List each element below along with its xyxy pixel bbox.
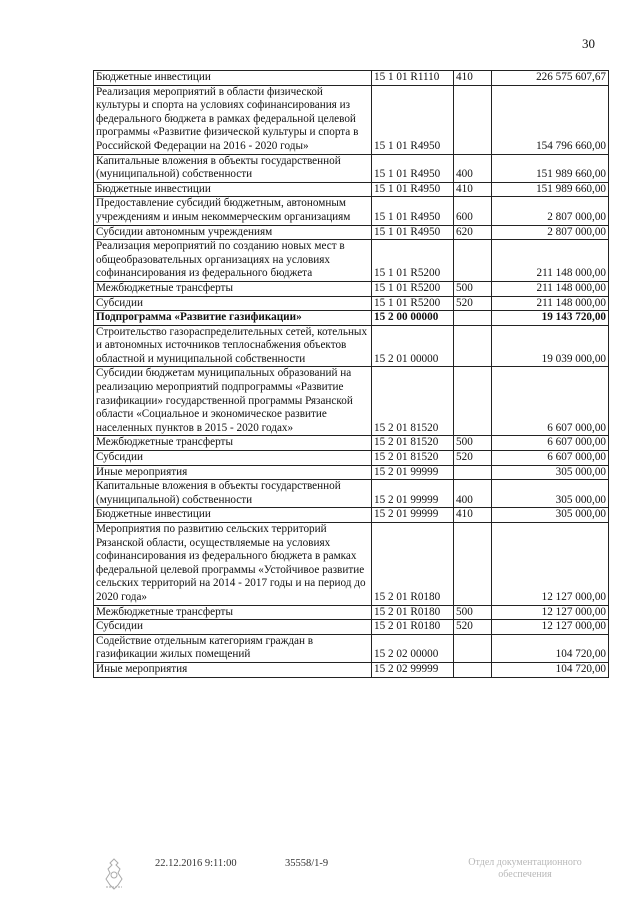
row-amount: 211 148 000,00 (492, 296, 609, 311)
row-name: Подпрограмма «Развитие газификации» (94, 311, 372, 326)
row-code: 15 2 01 R0180 (372, 605, 454, 620)
table-row (94, 296, 609, 311)
table-row (94, 436, 609, 451)
table-row (94, 197, 609, 225)
row-code: 15 2 01 00000 (372, 325, 454, 367)
row-name: Субсидии (94, 451, 372, 466)
row-amount: 104 720,00 (492, 662, 609, 677)
row-name: Реализация мероприятий в области физической культуры и спорта на условиях софинансирования из федерального бюджета в рамках федеральной целевой программы «Развитие физической культуры и спорта в Российской Федерации на 2016 - 2020 годы» (94, 85, 372, 154)
footer-doc-number: 35558/1-9 (285, 858, 329, 869)
row-expense-type (454, 367, 492, 436)
row-code: 15 2 02 99999 (372, 662, 454, 677)
row-amount: 2 807 000,00 (492, 197, 609, 225)
table-row (94, 605, 609, 620)
page-number: 30 (582, 36, 595, 51)
row-code: 15 2 01 99999 (372, 508, 454, 523)
row-amount: 305 000,00 (492, 480, 609, 508)
row-expense-type: 500 (454, 436, 492, 451)
row-expense-type: 520 (454, 296, 492, 311)
row-name: Субсидии автономным учреждениям (94, 225, 372, 240)
table-row (94, 465, 609, 480)
row-name: Субсидии бюджетам муниципальных образований на реализацию мероприятий подпрограммы «Развитие газификации» государственной программы Рязанской области «Социальное и экономическое развитие населенных пунктов в 2015 - 2020 годах» (94, 367, 372, 436)
row-name: Предоставление субсидий бюджетным, автономным учреждениям и иным некоммерческим организациям (94, 197, 372, 225)
row-name: Капитальные вложения в объекты государственной (муниципальной) собственности (94, 154, 372, 182)
row-expense-type: 620 (454, 225, 492, 240)
row-code: 15 2 01 81520 (372, 451, 454, 466)
row-expense-type (454, 634, 492, 662)
row-expense-type (454, 662, 492, 677)
row-name: Мероприятия по развитию сельских территорий Рязанской области, осуществляемые на условиях софинансирования из федерального бюджета в рамках федеральной целевой программы «Устойчивое развитие сельских территорий на 2014 - 2017 годы и на период до 2020 года» (94, 523, 372, 606)
row-expense-type: 600 (454, 197, 492, 225)
row-expense-type (454, 523, 492, 606)
row-code: 15 2 01 99999 (372, 480, 454, 508)
row-name: Строительство газораспределительных сетей, котельных и автономных источников теплоснабжения объектов областной и муниципальной собственности (94, 325, 372, 367)
row-expense-type: 410 (454, 182, 492, 197)
row-code: 15 2 01 99999 (372, 465, 454, 480)
row-expense-type (454, 240, 492, 282)
row-expense-type: 410 (454, 71, 492, 86)
department-stamp (450, 857, 600, 881)
row-amount: 211 148 000,00 (492, 240, 609, 282)
row-amount: 19 143 720,00 (492, 311, 609, 326)
row-code: 15 2 02 00000 (372, 634, 454, 662)
row-amount: 19 039 000,00 (492, 325, 609, 367)
row-amount: 12 127 000,00 (492, 523, 609, 606)
row-expense-type: 500 (454, 605, 492, 620)
table-row (94, 85, 609, 154)
row-name: Межбюджетные трансферты (94, 605, 372, 620)
row-code: 15 2 01 81520 (372, 436, 454, 451)
row-code: 15 2 01 R0180 (372, 620, 454, 635)
table-row (94, 480, 609, 508)
row-expense-type (454, 85, 492, 154)
table-row (94, 508, 609, 523)
row-code: 15 2 01 81520 (372, 367, 454, 436)
row-amount: 305 000,00 (492, 508, 609, 523)
row-amount: 154 796 660,00 (492, 85, 609, 154)
row-expense-type: 410 (454, 508, 492, 523)
table-row (94, 620, 609, 635)
row-name: Содействие отдельным категориям граждан в газификации жилых помещений (94, 634, 372, 662)
row-amount: 2 807 000,00 (492, 225, 609, 240)
table-row (94, 182, 609, 197)
row-amount: 226 575 607,67 (492, 71, 609, 86)
row-name: Межбюджетные трансферты (94, 281, 372, 296)
table-row (94, 523, 609, 606)
row-name: Бюджетные инвестиции (94, 182, 372, 197)
row-name: Иные мероприятия (94, 662, 372, 677)
row-name: Субсидии (94, 620, 372, 635)
footer (0, 857, 640, 897)
row-code: 15 1 01 R4950 (372, 85, 454, 154)
row-code: 15 1 01 R5200 (372, 240, 454, 282)
row-code: 15 2 01 R0180 (372, 523, 454, 606)
row-amount: 211 148 000,00 (492, 281, 609, 296)
row-expense-type: 520 (454, 620, 492, 635)
row-expense-type: 520 (454, 451, 492, 466)
table-row (94, 311, 609, 326)
row-name: Капитальные вложения в объекты государственной (муниципальной) собственности (94, 480, 372, 508)
row-name: Иные мероприятия (94, 465, 372, 480)
row-code: 15 2 00 00000 (372, 311, 454, 326)
row-name: Бюджетные инвестиции (94, 71, 372, 86)
row-expense-type: 400 (454, 480, 492, 508)
row-amount: 6 607 000,00 (492, 367, 609, 436)
row-code: 15 1 01 R4950 (372, 182, 454, 197)
row-amount: 6 607 000,00 (492, 436, 609, 451)
row-code: 15 1 01 R5200 (372, 281, 454, 296)
row-expense-type (454, 465, 492, 480)
row-amount: 12 127 000,00 (492, 605, 609, 620)
row-expense-type: 400 (454, 154, 492, 182)
table-row (94, 71, 609, 86)
row-code: 15 1 01 R4950 (372, 197, 454, 225)
row-amount: 104 720,00 (492, 634, 609, 662)
row-amount: 12 127 000,00 (492, 620, 609, 635)
row-amount: 305 000,00 (492, 465, 609, 480)
table-row (94, 154, 609, 182)
row-amount: 6 607 000,00 (492, 451, 609, 466)
table-row (94, 451, 609, 466)
row-expense-type (454, 311, 492, 326)
row-name: Субсидии (94, 296, 372, 311)
table-row (94, 634, 609, 662)
table-row (94, 367, 609, 436)
table-row (94, 662, 609, 677)
row-name: Межбюджетные трансферты (94, 436, 372, 451)
table-row (94, 240, 609, 282)
table-row (94, 281, 609, 296)
row-code: 15 1 01 R4950 (372, 154, 454, 182)
stamp-line-1: Отдел документационного (468, 857, 582, 868)
row-amount: 151 989 660,00 (492, 182, 609, 197)
budget-table-body (94, 71, 609, 678)
stamp-line-2: обеспечения (498, 869, 552, 880)
row-expense-type (454, 325, 492, 367)
table-row (94, 225, 609, 240)
row-name: Бюджетные инвестиции (94, 508, 372, 523)
row-code: 15 1 01 R5200 (372, 296, 454, 311)
row-expense-type: 500 (454, 281, 492, 296)
footer-date: 22.12.2016 9:11:00 (155, 858, 237, 869)
budget-table (93, 70, 609, 678)
row-code: 15 1 01 R4950 (372, 225, 454, 240)
coat-of-arms-icon (100, 857, 128, 891)
table-row (94, 325, 609, 367)
row-code: 15 1 01 R1110 (372, 71, 454, 86)
row-name: Реализация мероприятий по созданию новых мест в общеобразовательных организациях на условиях софинансирования из федерального бюджета (94, 240, 372, 282)
row-amount: 151 989 660,00 (492, 154, 609, 182)
